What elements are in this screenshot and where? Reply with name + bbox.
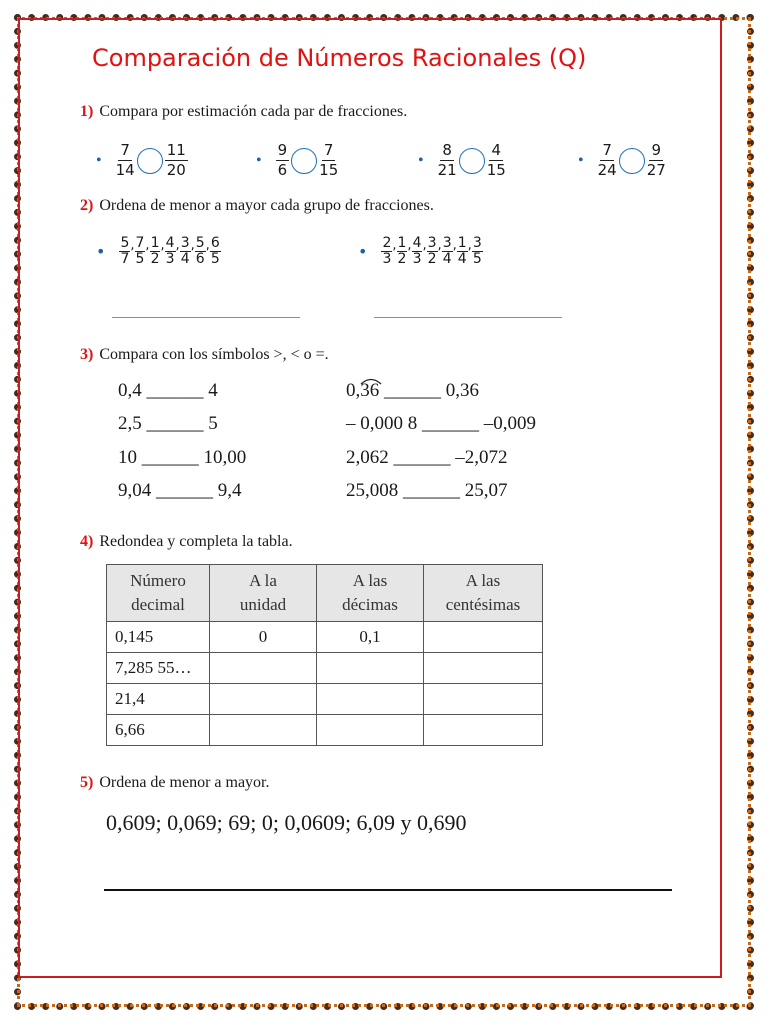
numbers-to-order: 0,609; 0,069; 69; 0; 0,0609; 6,09 y 0,690	[106, 810, 467, 835]
answer-line-group-1[interactable]	[112, 317, 300, 318]
table-cell: 0,145	[107, 622, 210, 653]
fraction: 3 5	[472, 235, 482, 267]
table-row	[107, 622, 543, 653]
table-cell[interactable]	[424, 653, 543, 684]
fraction: $\frac{11}{20}$	[166, 141, 186, 179]
fraction-pairs-row	[0, 142, 768, 182]
question-text: Ordena de menor a mayor.	[99, 774, 270, 791]
comparison-item: – 0,000 8 ______ –0,009	[346, 413, 536, 434]
fraction: $\frac{4}{15}$	[486, 141, 506, 179]
question-4	[80, 533, 293, 551]
column-header: Número decimal	[107, 565, 210, 622]
question-text: Ordena de menor a mayor cada grupo de fracciones.	[99, 197, 434, 214]
table-cell[interactable]: 0,1	[317, 622, 424, 653]
column-header: A las décimas	[317, 565, 424, 622]
fraction: $\frac{7}{24}$	[597, 141, 617, 179]
bullet-icon: •	[578, 151, 584, 169]
table-cell[interactable]	[424, 715, 543, 746]
table-cell: 7,285 55…	[107, 653, 210, 684]
fraction: 5 6	[195, 235, 205, 267]
bullet-icon: •	[358, 242, 368, 261]
fraction: 3 4	[442, 235, 452, 267]
fraction: 6 5	[210, 235, 220, 267]
comparison-item: 10 ______ 10,00	[118, 447, 247, 468]
comparison-item: 2,062 ______ –2,072	[346, 447, 508, 468]
bullet-icon: •	[418, 151, 424, 169]
column-header: A la unidad	[210, 565, 317, 622]
table-cell[interactable]	[317, 653, 424, 684]
comparison-circle[interactable]	[291, 148, 317, 174]
question-number: 3)	[80, 346, 94, 363]
rounding-table	[106, 564, 543, 746]
table-row	[107, 715, 543, 746]
bullet-icon: •	[96, 242, 106, 261]
fraction: 1 4	[457, 235, 467, 267]
fraction: $\frac{9}{27}$	[646, 141, 666, 179]
question-text: Redondea y completa la tabla.	[99, 533, 293, 550]
comparison-item: 25,008 ______ 25,07	[346, 480, 508, 501]
question-number: 4)	[80, 533, 94, 550]
blank[interactable]: ______	[422, 413, 479, 434]
table-cell: 6,66	[107, 715, 210, 746]
fraction: 3 2	[427, 235, 437, 267]
repeating-decimal: 36	[360, 380, 379, 401]
column-header: A las centésimas	[424, 565, 543, 622]
question-1	[80, 103, 407, 121]
fraction-group-2: • 2 3 , 1 2 , 4 3 , 3 2 , 3 4 , 1 4 , 3 5	[358, 235, 482, 267]
fraction: 1 2	[397, 235, 407, 267]
comparison-circle[interactable]	[459, 148, 485, 174]
answer-line-group-2[interactable]	[374, 317, 562, 318]
bullet-icon: •	[96, 151, 102, 169]
comparison-item: 0,4 ______ 4	[118, 380, 218, 401]
blank[interactable]: ______	[393, 447, 451, 468]
question-text: Compara con los símbolos >, < o =.	[99, 346, 329, 363]
table-cell[interactable]	[317, 715, 424, 746]
fraction: $\frac{7}{15}$	[319, 141, 339, 179]
fraction-pair	[578, 142, 666, 179]
fraction: 5 7	[120, 235, 130, 267]
answer-line[interactable]	[104, 889, 672, 891]
fraction: 4 3	[165, 235, 175, 267]
fraction: 2 3	[382, 235, 392, 267]
fraction: 3 4	[180, 235, 190, 267]
fraction: $\frac{8}{21}$	[437, 141, 457, 179]
question-number: 1)	[80, 103, 94, 120]
fraction-pair	[96, 142, 188, 179]
question-number: 5)	[80, 774, 94, 791]
comparison-circle[interactable]	[137, 148, 163, 174]
table-row	[107, 684, 543, 715]
fraction-pair	[418, 142, 506, 179]
fraction: 4 3	[412, 235, 422, 267]
fraction-group-1: • 5 7 , 7 5 , 1 2 , 4 3 , 3 4 , 5 6 , 6 5	[96, 235, 220, 267]
fraction: 1 2	[150, 235, 160, 267]
comparison-item: 9,04 ______ 9,4	[118, 480, 242, 501]
blank[interactable]: ______	[403, 480, 460, 501]
comparison-item: 0,36 ______ 0,36	[346, 380, 479, 402]
worksheet-title: Comparación de Números Racionales (Q)	[92, 44, 587, 72]
fraction: $\frac{9}{6}$	[277, 141, 288, 179]
table-row	[107, 653, 543, 684]
table-cell[interactable]	[210, 653, 317, 684]
fraction-pair	[256, 142, 338, 179]
blank[interactable]: ______	[146, 413, 204, 434]
repeating-arc-icon	[360, 377, 382, 385]
table-cell: 21,4	[107, 684, 210, 715]
table-cell[interactable]	[424, 622, 543, 653]
bullet-icon: •	[256, 151, 262, 169]
table-cell[interactable]	[210, 684, 317, 715]
blank[interactable]: ______	[141, 447, 199, 468]
question-3	[80, 346, 329, 364]
question-5	[80, 774, 269, 792]
question-number: 2)	[80, 197, 94, 214]
blank[interactable]: ______	[384, 380, 441, 401]
fraction: 7 5	[135, 235, 145, 267]
table-cell[interactable]	[424, 684, 543, 715]
question-text: Compara por estimación cada par de fracciones.	[99, 103, 408, 120]
table-cell[interactable]	[210, 715, 317, 746]
table-cell[interactable]	[317, 684, 424, 715]
blank[interactable]: ______	[156, 480, 213, 501]
fraction: $\frac{7}{14}$	[115, 141, 135, 179]
table-cell[interactable]: 0	[210, 622, 317, 653]
comparison-circle[interactable]	[619, 148, 645, 174]
blank[interactable]: ______	[146, 380, 204, 401]
comparison-item: 2,5 ______ 5	[118, 413, 218, 434]
question-2	[80, 197, 434, 215]
